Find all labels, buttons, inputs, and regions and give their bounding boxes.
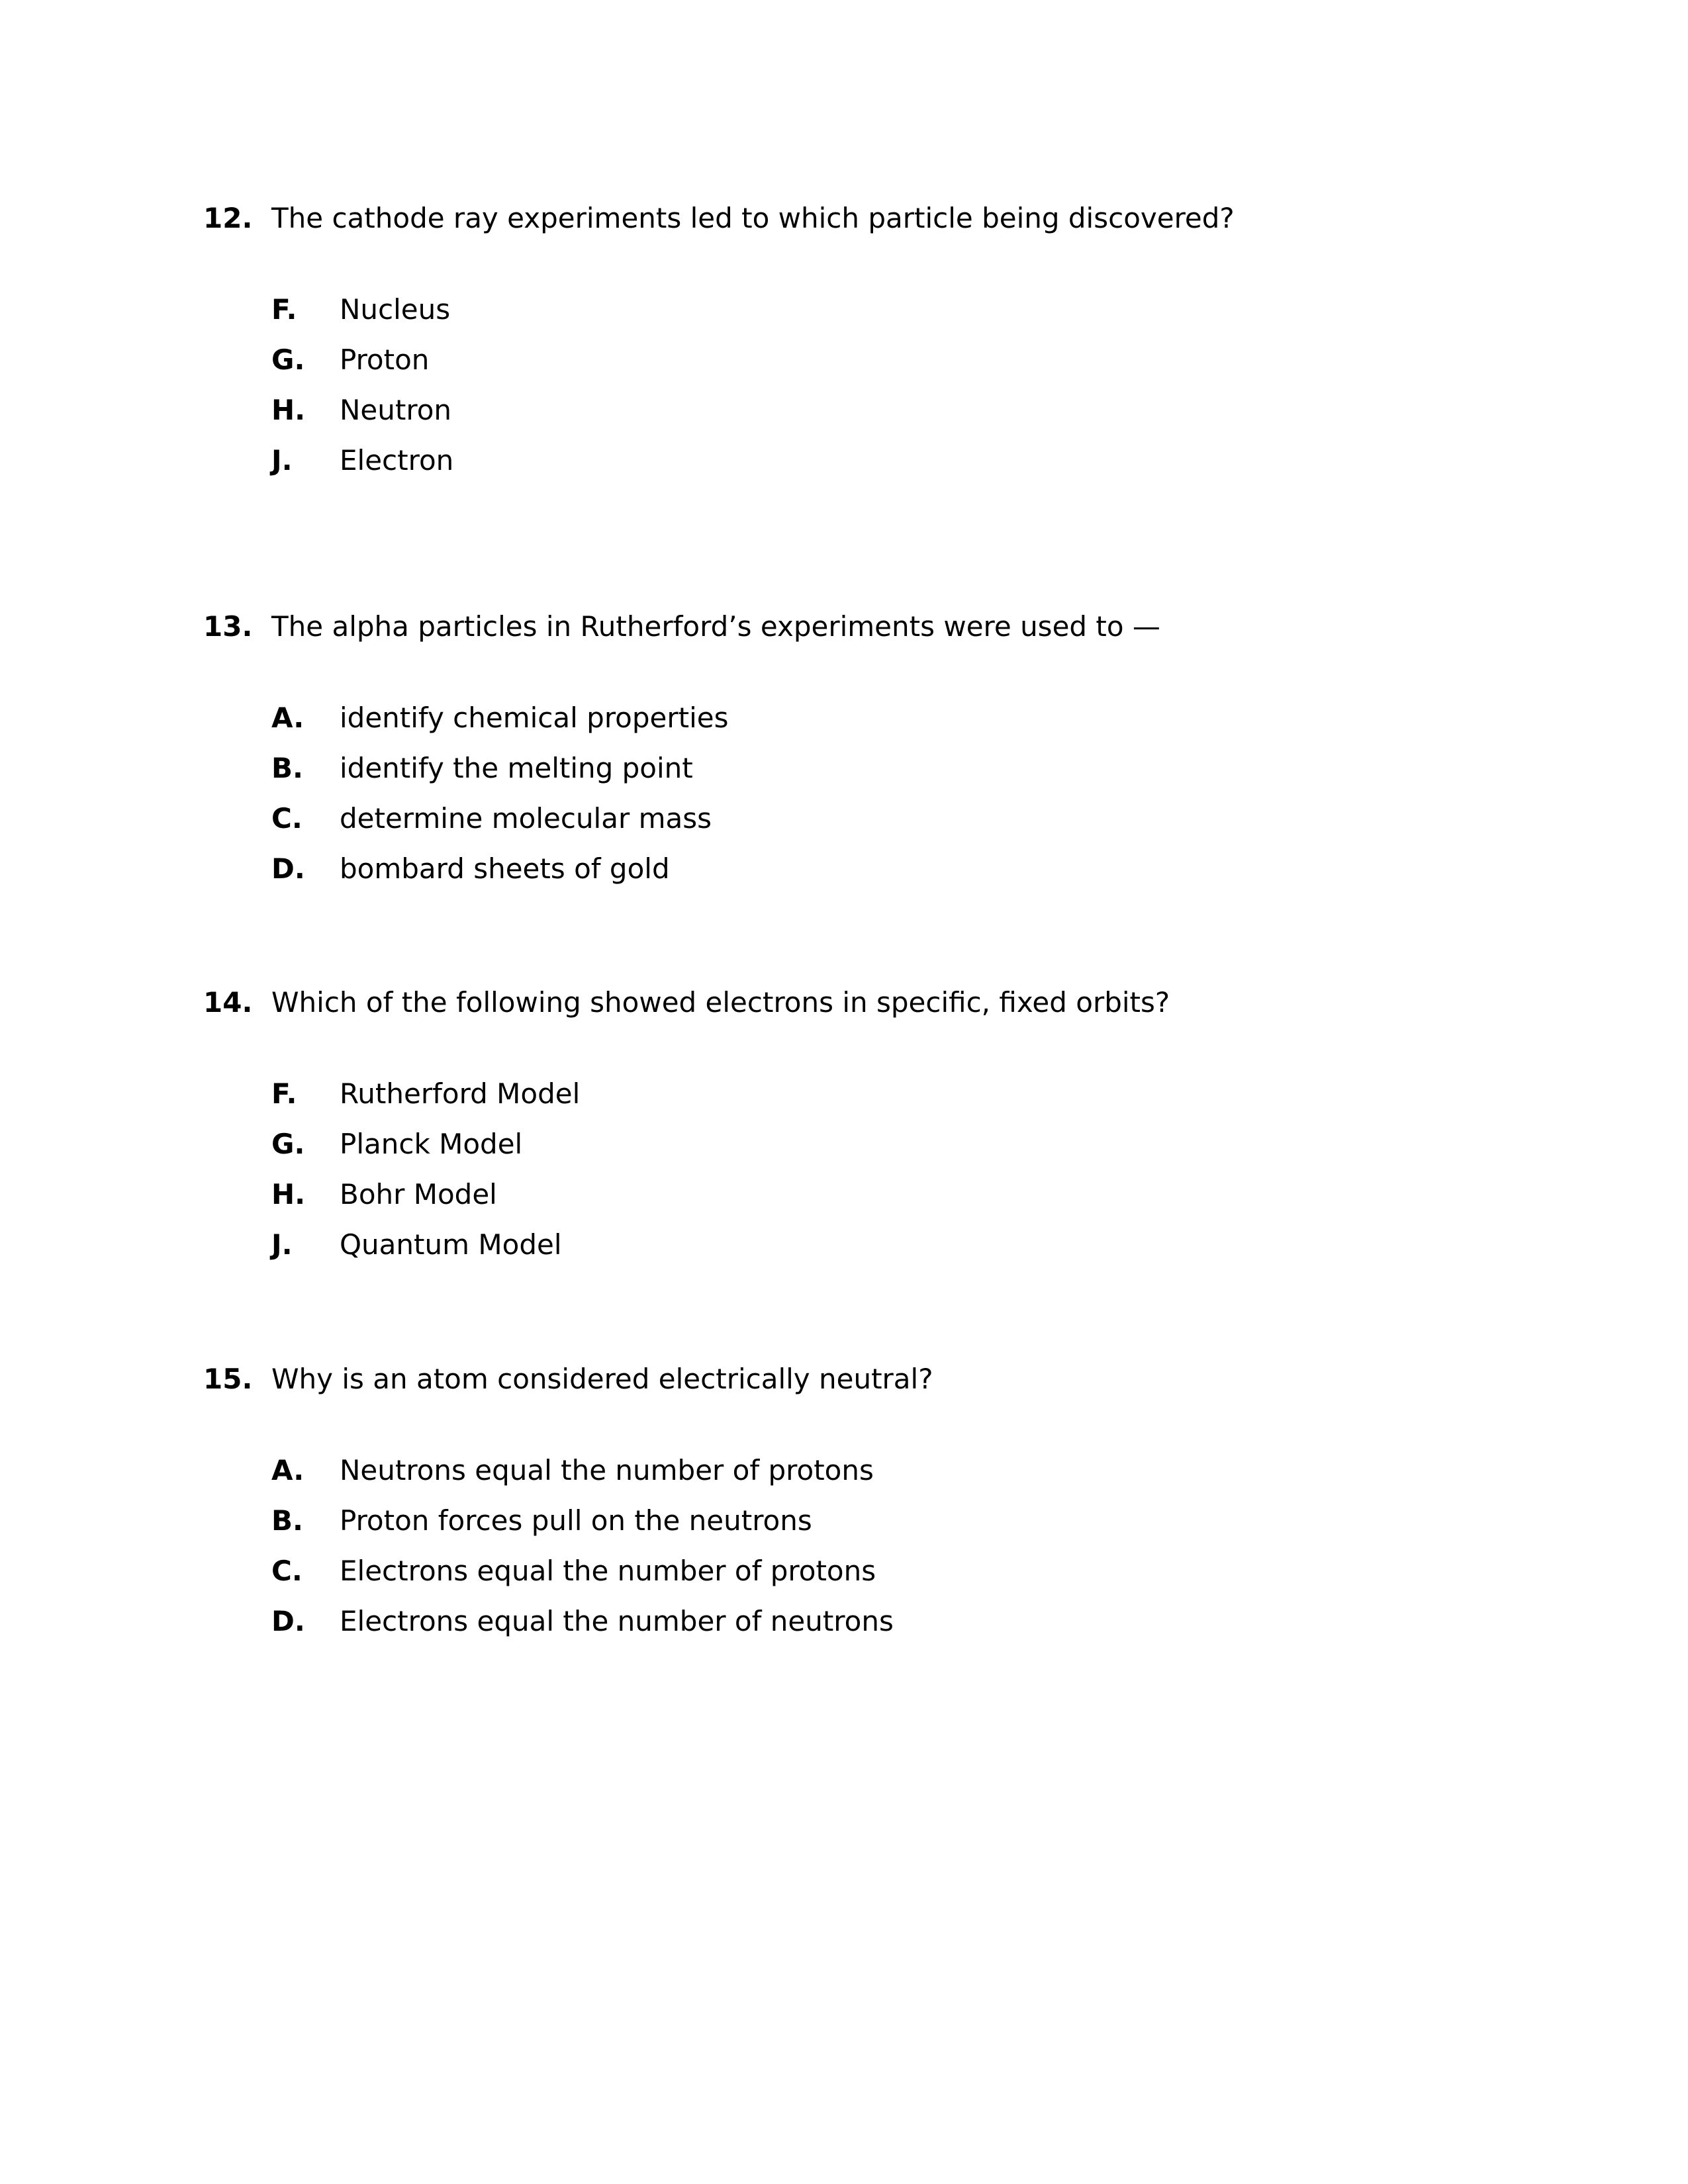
- answer-choice: [271, 749, 693, 788]
- answer-choice: [271, 1501, 812, 1541]
- choice-text: Rutherford Model: [340, 1077, 581, 1110]
- question-stem: [203, 983, 1170, 1023]
- choice-text: identify chemical properties: [340, 702, 729, 734]
- answer-choice: [271, 1602, 894, 1641]
- choice-letter: G.: [271, 1128, 305, 1160]
- answer-choice: [271, 849, 670, 889]
- choice-letter: C.: [271, 1555, 303, 1587]
- question-text: The cathode ray experiments led to which particle being discovered?: [271, 202, 1235, 234]
- question-stem: [203, 607, 1160, 647]
- choice-text: Proton forces pull on the neutrons: [340, 1504, 812, 1537]
- choice-text: bombard sheets of gold: [340, 852, 670, 885]
- question-number: 14.: [203, 986, 253, 1019]
- choice-text: Neutrons equal the number of protons: [340, 1454, 874, 1486]
- question-number: 13.: [203, 610, 253, 643]
- choice-letter: J.: [271, 1228, 293, 1261]
- answer-choice: [271, 390, 451, 430]
- choice-letter: A.: [271, 1454, 305, 1486]
- question-text: Which of the following showed electrons in specific, fixed orbits?: [271, 986, 1170, 1019]
- choice-letter: D.: [271, 1605, 305, 1637]
- question-stem: [203, 1359, 933, 1399]
- question-number: 15.: [203, 1363, 253, 1395]
- answer-choice: [271, 441, 453, 480]
- choice-letter: A.: [271, 702, 305, 734]
- question-number: 12.: [203, 202, 253, 234]
- question-text: Why is an atom considered electrically neutral?: [271, 1363, 933, 1395]
- choice-letter: C.: [271, 802, 303, 835]
- answer-choice: [271, 1175, 497, 1214]
- choice-letter: H.: [271, 394, 306, 426]
- answer-choice: [271, 698, 729, 738]
- choice-letter: B.: [271, 752, 303, 784]
- choice-letter: H.: [271, 1178, 306, 1210]
- choice-letter: F.: [271, 1077, 297, 1110]
- choice-text: Electron: [340, 444, 454, 477]
- answer-choice: [271, 1451, 874, 1490]
- answer-choice: [271, 1074, 580, 1114]
- choice-letter: B.: [271, 1504, 303, 1537]
- choice-text: Planck Model: [340, 1128, 523, 1160]
- choice-letter: J.: [271, 444, 293, 477]
- answer-choice: [271, 1225, 562, 1265]
- choice-letter: G.: [271, 343, 305, 376]
- choice-text: Electrons equal the number of protons: [340, 1555, 876, 1587]
- answer-choice: [271, 290, 450, 330]
- choice-letter: D.: [271, 852, 305, 885]
- choice-text: Electrons equal the number of neutrons: [340, 1605, 894, 1637]
- choice-text: Quantum Model: [340, 1228, 562, 1261]
- question-text: The alpha particles in Rutherford’s experiments were used to —: [271, 610, 1160, 643]
- answer-choice: [271, 340, 429, 380]
- answer-choice: [271, 1124, 522, 1164]
- choice-text: Proton: [340, 343, 430, 376]
- choice-text: Neutron: [340, 394, 452, 426]
- choice-letter: F.: [271, 293, 297, 326]
- choice-text: Bohr Model: [340, 1178, 497, 1210]
- answer-choice: [271, 799, 712, 839]
- choice-text: determine molecular mass: [340, 802, 712, 835]
- choice-text: identify the melting point: [340, 752, 693, 784]
- question-stem: [203, 199, 1235, 238]
- choice-text: Nucleus: [340, 293, 451, 326]
- answer-choice: [271, 1551, 876, 1591]
